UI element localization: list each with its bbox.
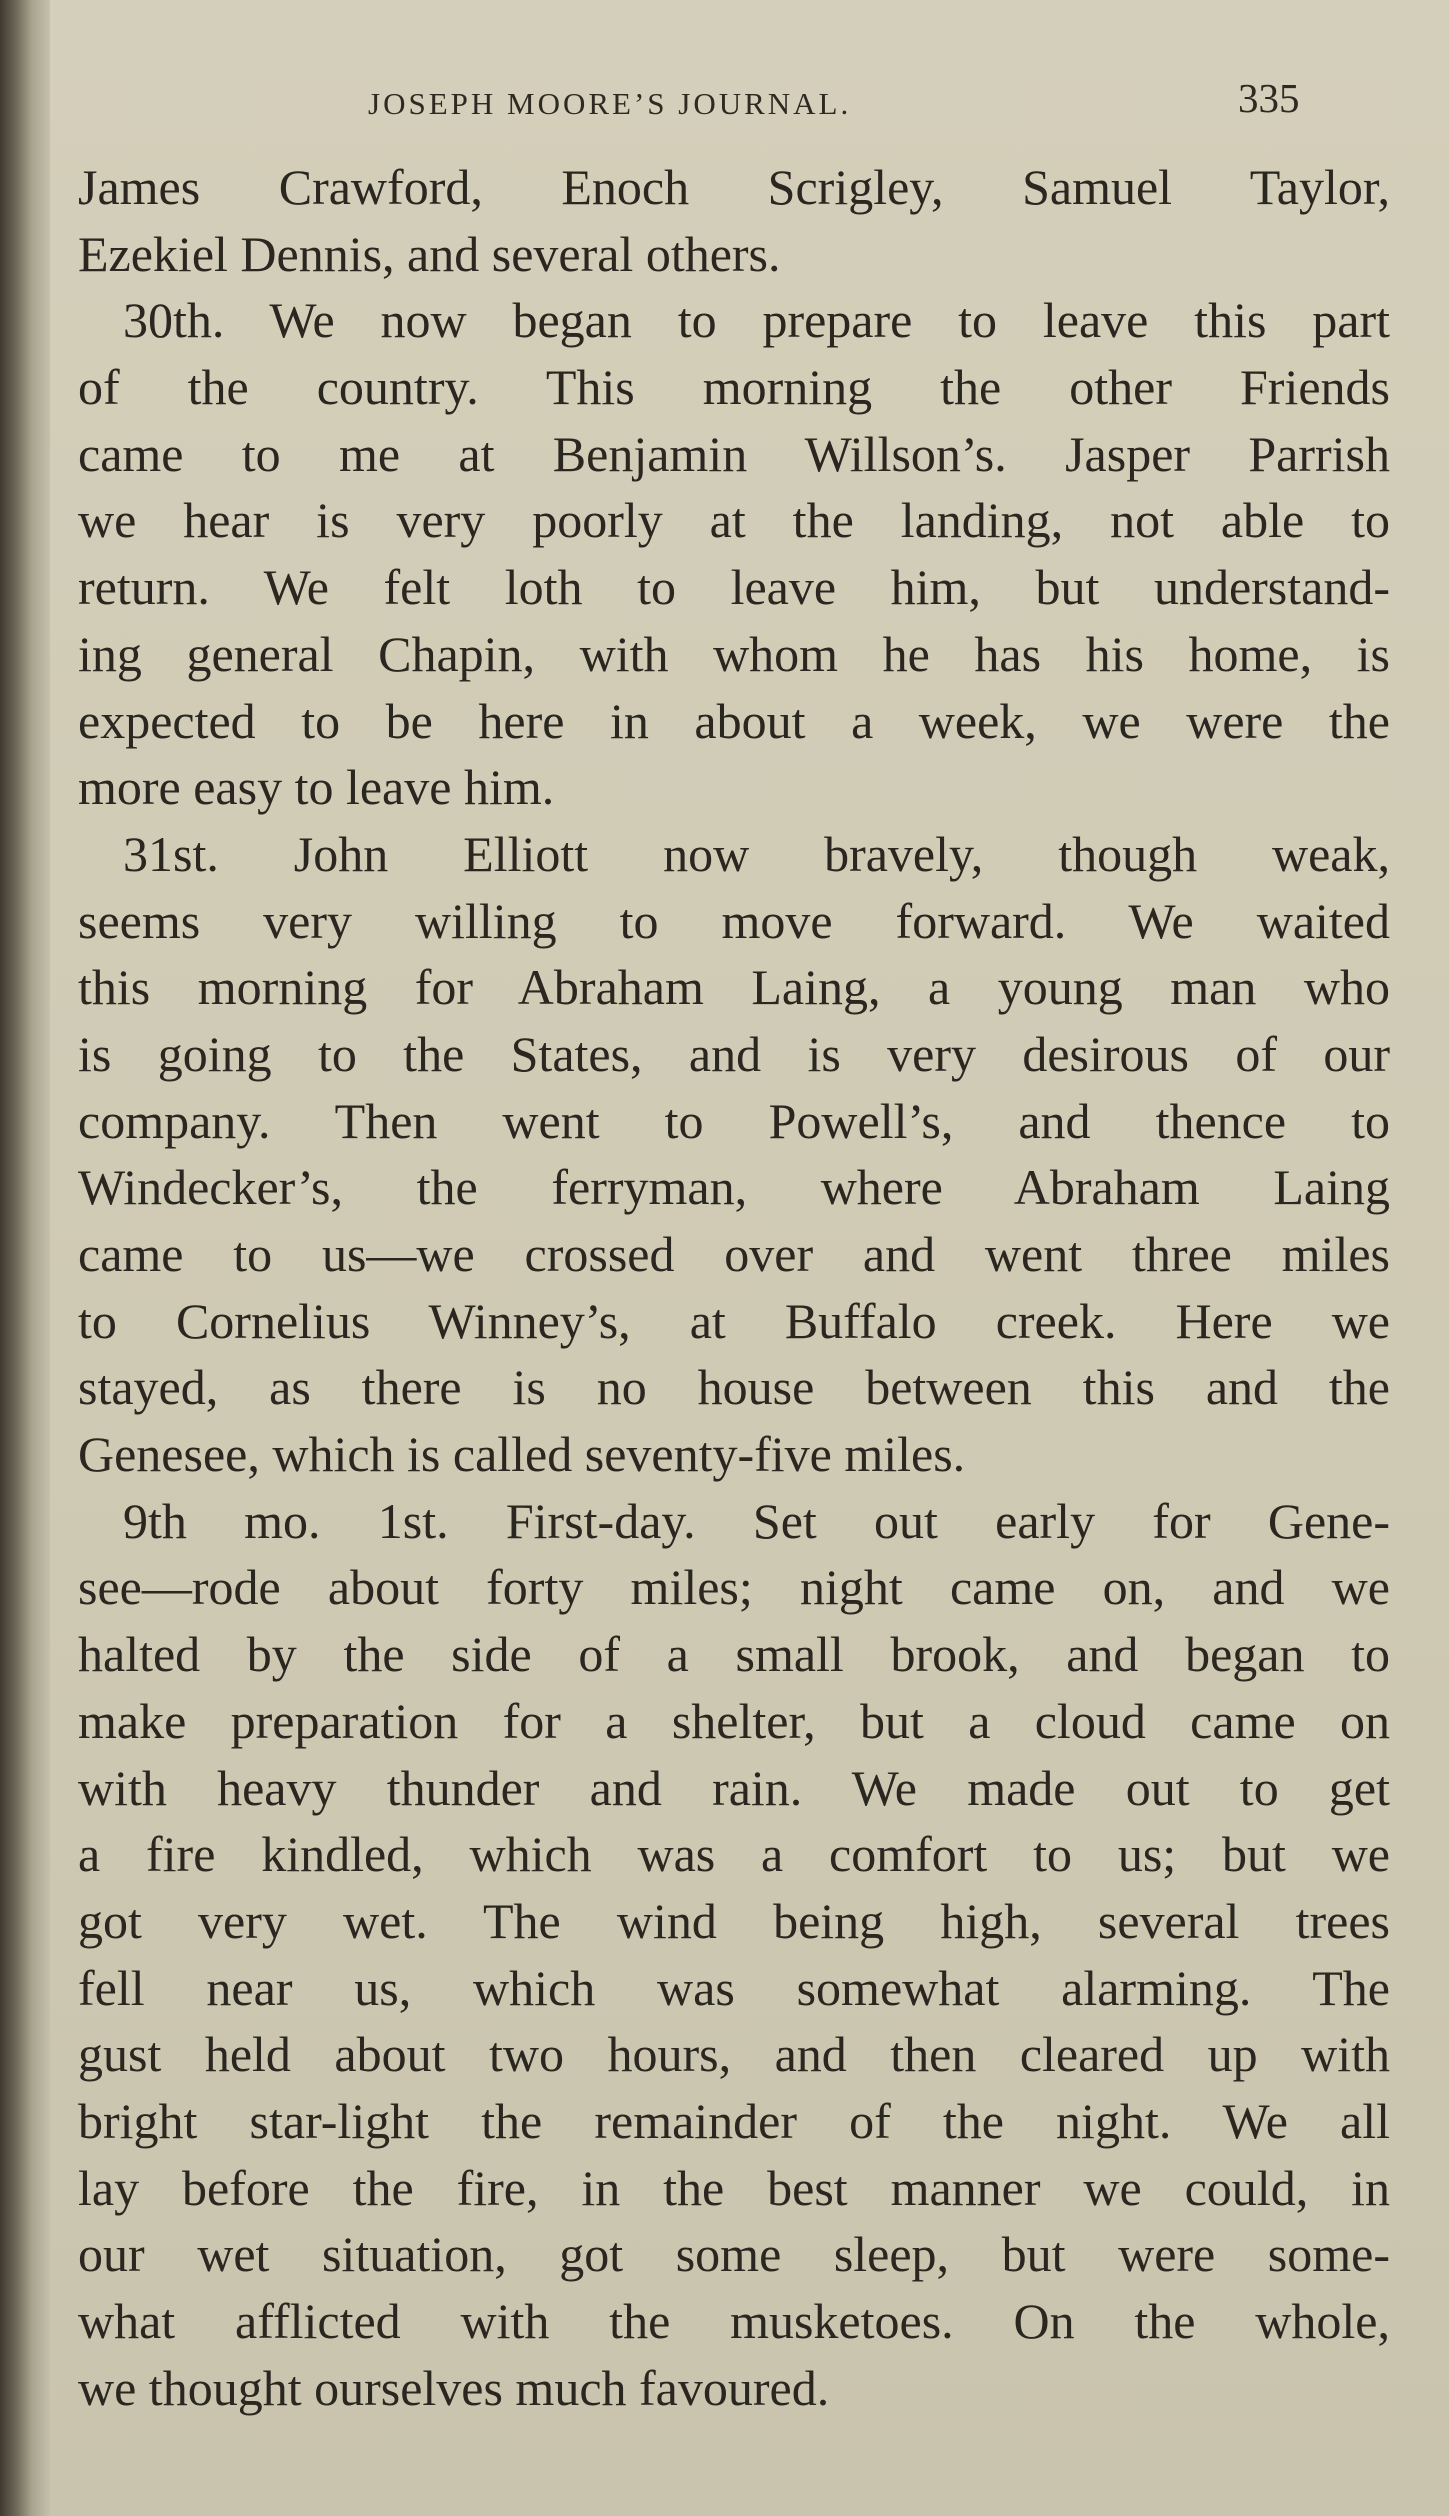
text-line: we hear is very poorly at the landing, not able to	[78, 492, 1390, 549]
text-line: of the country. This morning the other Friends	[78, 359, 1390, 416]
text-line: stayed, as there is no house between this and the	[78, 1359, 1390, 1416]
text-line: ing general Chapin, with whom he has his home, is	[78, 625, 1390, 682]
text-line: to Cornelius Winney’s, at Buffalo creek. Here we	[78, 1292, 1390, 1349]
text-line: a fire kindled, which was a comfort to us; but we	[78, 1826, 1390, 1883]
text-line: is going to the States, and is very desirous of our	[78, 1025, 1390, 1082]
text-line: we thought ourselves much favoured.	[78, 2359, 830, 2416]
text-line: fell near us, which was somewhat alarming. The	[78, 1959, 1390, 2016]
page-header	[50, 72, 1449, 142]
text-line: seems very willing to move forward. We waited	[78, 892, 1390, 949]
text-line: James Crawford, Enoch Scrigley, Samuel Taylor,	[78, 159, 1390, 215]
text-line: gust held about two hours, and then cleared up with	[78, 2026, 1390, 2083]
text-line: make preparation for a shelter, but a cloud came on	[78, 1692, 1390, 1749]
text-line: halted by the side of a small brook, and began to	[78, 1626, 1390, 1683]
text-line: bright star-light the remainder of the night. We all	[78, 2092, 1390, 2149]
text-line: lay before the fire, in the best manner we could, in	[78, 2159, 1390, 2216]
text-line: got very wet. The wind being high, several trees	[78, 1892, 1390, 1949]
text-line: 9th mo. 1st. First-day. Set out early for Gene-	[123, 1492, 1390, 1549]
text-line: Ezekiel Dennis, and several others.	[78, 225, 781, 282]
text-line: came to us—we crossed over and went three miles	[78, 1226, 1390, 1282]
running-title: JOSEPH MOORE’S JOURNAL.	[368, 86, 852, 121]
body-text	[78, 154, 1390, 2421]
text-line: expected to be here in about a week, we were the	[78, 692, 1390, 749]
text-line: what afflicted with the musketoes. On the whole,	[78, 2293, 1390, 2349]
text-line: this morning for Abraham Laing, a young man who	[78, 959, 1390, 1016]
text-line: company. Then went to Powell’s, and thence to	[78, 1092, 1390, 1149]
text-line: 31st. John Elliott now bravely, though weak,	[123, 825, 1390, 882]
book-gutter	[0, 0, 50, 2516]
text-line: 30th. We now began to prepare to leave this part	[123, 292, 1390, 349]
text-line: return. We felt loth to leave him, but understand-	[78, 559, 1390, 616]
text-line: Genesee, which is called seventy-five miles.	[78, 1426, 966, 1483]
page-number: 335	[1238, 75, 1300, 121]
book-page	[50, 0, 1449, 2516]
text-line: more easy to leave him.	[78, 759, 555, 816]
text-line: came to me at Benjamin Willson’s. Jasper Parrish	[78, 425, 1390, 482]
text-line: our wet situation, got some sleep, but were some-	[78, 2226, 1390, 2283]
text-line: Windecker’s, the ferryman, where Abraham Laing	[78, 1159, 1390, 1216]
text-line: with heavy thunder and rain. We made out to get	[78, 1759, 1390, 1816]
text-line: see—rode about forty miles; night came on, and we	[78, 1559, 1390, 1616]
